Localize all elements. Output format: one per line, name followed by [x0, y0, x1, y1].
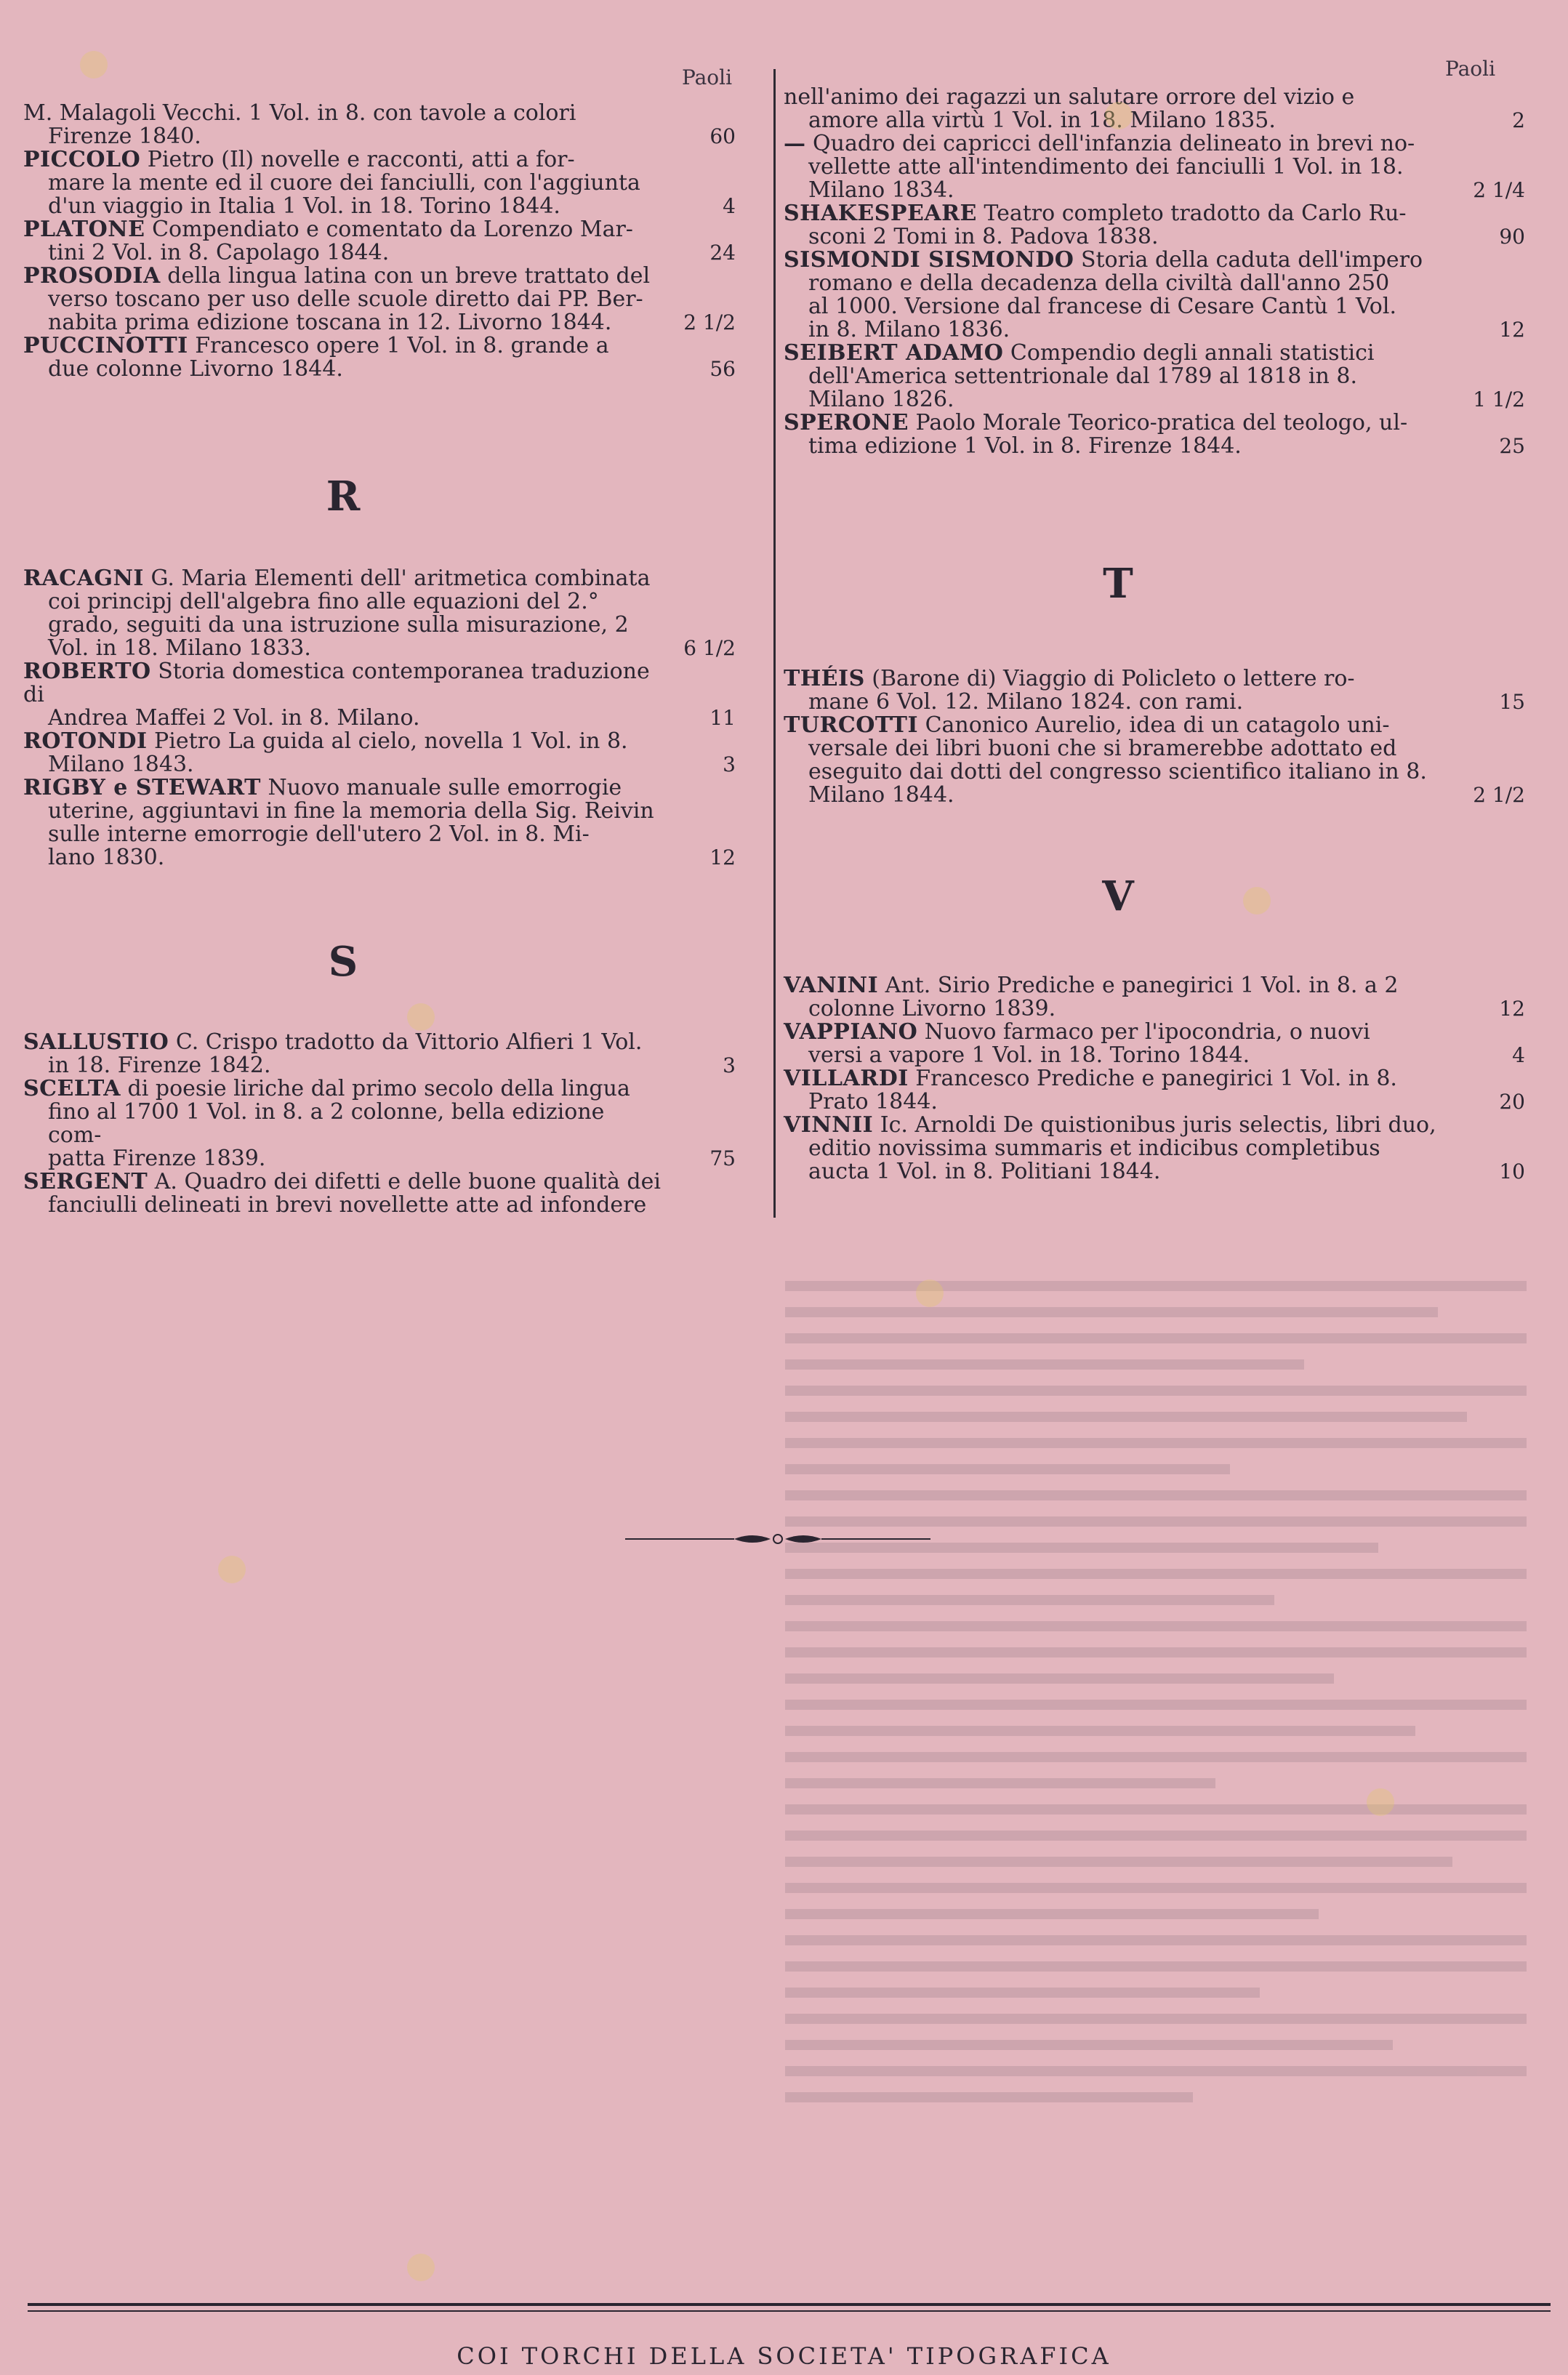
foxing-spot	[407, 1003, 435, 1031]
foxing-spot	[1243, 887, 1271, 915]
entry-continuation-line	[23, 241, 663, 265]
entry-continuation-line	[784, 365, 1452, 388]
entry-text: Pietro (Il) novelle e racconti, atti a for-	[140, 147, 575, 172]
entry-text: Storia della caduta dell'impero	[1074, 247, 1423, 273]
foxing-spot	[1367, 1788, 1394, 1816]
entry-text: aucta 1 Vol. in 8. Politiani 1844.	[808, 1159, 1161, 1184]
catalog-entry	[784, 86, 1540, 132]
entry-continuation-line	[784, 318, 1452, 342]
entry-price: 1 1/2	[1473, 387, 1525, 411]
entry-text: M. Malagoli Vecchi. 1 Vol. in 8. con tavole a colori	[23, 100, 576, 126]
entry-author: SCELTA	[23, 1076, 121, 1101]
entry-continuation-line	[784, 1044, 1452, 1067]
entry-price: 3	[723, 1053, 736, 1077]
price-column-header-right: Paoli	[1445, 57, 1496, 81]
entry-continuation-line	[23, 358, 663, 381]
catalog-entry	[23, 102, 750, 148]
entry-continuation-line	[23, 846, 663, 869]
entry-first-line	[784, 411, 1452, 435]
entry-text: al 1000. Versione dal francese di Cesare Cantù 1 Vol.	[808, 294, 1396, 319]
entry-continuation-line	[784, 784, 1452, 807]
entry-price: 2 1/2	[1473, 783, 1525, 807]
entry-continuation-line	[784, 388, 1452, 411]
entry-first-line	[23, 148, 663, 172]
catalog-entry	[23, 567, 750, 660]
entry-first-line	[23, 567, 663, 590]
entry-text: Nuovo farmaco per l'ipocondria, o nuovi	[917, 1019, 1370, 1045]
entry-continuation-line	[784, 156, 1452, 179]
entry-continuation-line	[784, 179, 1452, 202]
entry-text: lano 1830.	[48, 845, 165, 870]
entry-continuation-line	[23, 1194, 663, 1217]
catalog-entry	[23, 1077, 750, 1170]
catalog-entry	[23, 776, 750, 869]
section-letter-v: V	[1102, 872, 1134, 920]
foxing-spot	[916, 1279, 944, 1307]
entry-continuation-line	[784, 997, 1452, 1021]
entry-continuation-line	[784, 760, 1452, 784]
entry-text: Firenze 1840.	[48, 124, 201, 149]
entry-author: THÉIS	[784, 666, 865, 691]
entry-text: G. Maria Elementi dell' aritmetica combinata	[143, 566, 651, 591]
bottom-rule-thick	[28, 2303, 1551, 2306]
s-entries-right	[784, 86, 1540, 458]
entry-price: 3	[723, 752, 736, 776]
section-letter-s: S	[328, 938, 358, 986]
entry-first-line	[23, 1170, 663, 1194]
entry-text: Andrea Maffei 2 Vol. in 8. Milano.	[48, 705, 420, 731]
entry-author: —	[784, 131, 806, 156]
entry-text: editio novissima summaris et indicibus completibus	[808, 1136, 1380, 1161]
entry-continuation-line	[23, 637, 663, 660]
entry-price: 12	[1499, 318, 1525, 342]
entry-text: coi principj dell'algebra fino alle equazioni del 2.°	[48, 589, 599, 614]
section-letter-t: T	[1103, 560, 1133, 608]
entry-price: 75	[709, 1146, 736, 1170]
entry-price: 12	[709, 845, 736, 869]
entry-continuation-line	[23, 1147, 663, 1170]
entry-first-line	[23, 1031, 663, 1054]
entry-price: 25	[1499, 434, 1525, 458]
entry-text: di poesie liriche dal primo secolo della lingua	[121, 1076, 630, 1101]
entry-first-line	[784, 202, 1452, 225]
entry-author: SISMONDI SISMONDO	[784, 247, 1074, 273]
foxing-spot	[80, 51, 108, 79]
entry-price: 12	[1499, 997, 1525, 1021]
v-entries	[784, 974, 1540, 1184]
entry-text: versi a vapore 1 Vol. in 18. Torino 1844.	[808, 1042, 1250, 1068]
entry-price: 60	[709, 124, 736, 148]
entry-first-line	[23, 265, 663, 288]
entry-author: RIGBY e STEWART	[23, 775, 261, 800]
entry-price: 6 1/2	[683, 636, 736, 660]
catalog-entry	[784, 714, 1540, 807]
entry-continuation-line	[784, 1160, 1452, 1184]
entry-first-line	[784, 249, 1452, 272]
entry-continuation-line	[23, 311, 663, 334]
entry-continuation-line	[23, 823, 663, 846]
catalog-entry	[23, 730, 750, 776]
entry-first-line	[23, 730, 663, 753]
entry-text: fino al 1700 1 Vol. in 8. a 2 colonne, bella edizione com-	[48, 1099, 605, 1148]
catalog-entry	[784, 249, 1540, 342]
entry-price: 24	[709, 241, 736, 265]
entry-text: Canonico Aurelio, idea di un catagolo uni-	[918, 712, 1390, 738]
entry-price: 4	[1512, 1043, 1525, 1067]
entry-text: mane 6 Vol. 12. Milano 1824. con rami.	[808, 689, 1244, 715]
entry-continuation-line	[784, 737, 1452, 760]
right-column	[784, 86, 1540, 458]
entry-first-line	[784, 132, 1452, 156]
entry-author: VINNII	[784, 1112, 874, 1138]
entry-author: SERGENT	[23, 1169, 148, 1194]
entry-text: C. Crispo tradotto da Vittorio Alfieri 1 Vol.	[169, 1029, 643, 1055]
entry-continuation-line	[23, 707, 663, 730]
catalog-entry	[23, 265, 750, 334]
entry-text: dell'America settentrionale dal 1789 al 1818 in 8.	[808, 363, 1357, 389]
entry-continuation-line	[784, 295, 1452, 318]
entry-first-line	[784, 1114, 1452, 1137]
entry-text: Milano 1844.	[808, 782, 954, 808]
entry-text: Compendio degli annali statistici	[1003, 340, 1375, 366]
entry-continuation-line	[784, 1137, 1452, 1160]
catalog-entry	[784, 411, 1540, 458]
entry-text: Francesco Prediche e panegirici 1 Vol. in 8.	[908, 1066, 1397, 1091]
catalog-entry	[23, 1031, 750, 1077]
catalog-entry	[784, 1114, 1540, 1184]
entry-text: d'un viaggio in Italia 1 Vol. in 18. Torino 1844.	[48, 193, 560, 219]
foxing-spot	[407, 2254, 435, 2281]
entry-continuation-line	[784, 435, 1452, 458]
entry-text: in 18. Firenze 1842.	[48, 1053, 271, 1078]
entry-continuation-line	[23, 195, 663, 218]
left-r-column	[23, 567, 750, 869]
entry-text: grado, seguiti da una istruzione sulla misurazione, 2	[48, 612, 629, 638]
entry-text: verso toscano per uso delle scuole diretto dai PP. Ber-	[48, 286, 643, 312]
entry-text: amore alla virtù 1 Vol. in 18. Milano 1835.	[808, 108, 1276, 133]
entry-first-line	[23, 1077, 663, 1101]
catalog-entry	[784, 202, 1540, 249]
left-column	[23, 102, 750, 381]
catalog-entry	[784, 667, 1540, 714]
entry-price: 56	[709, 357, 736, 381]
entry-first-line	[784, 714, 1452, 737]
entry-text: sulle interne emorrogie dell'utero 2 Vol. in 8. Mi-	[48, 821, 590, 847]
entry-text: della lingua latina con un breve trattato del	[160, 263, 651, 289]
catalog-entry	[784, 1021, 1540, 1067]
entry-author: PICCOLO	[23, 147, 141, 172]
entry-author: SEIBERT ADAMO	[784, 340, 1004, 366]
entry-text: Paolo Morale Teorico-pratica del teologo, ul-	[908, 410, 1408, 435]
entry-text: patta Firenze 1839.	[48, 1146, 266, 1171]
entry-text: due colonne Livorno 1844.	[48, 356, 343, 382]
entry-first-line	[23, 334, 663, 358]
column-divider	[773, 69, 776, 1218]
entry-author: ROTONDI	[23, 728, 148, 754]
catalog-entry	[23, 148, 750, 218]
entry-author: TURCOTTI	[784, 712, 919, 738]
section-letter-r: R	[326, 473, 361, 521]
entry-text: Ic. Arnoldi De quistionibus juris selectis, libri duo,	[873, 1112, 1436, 1138]
entry-author: PROSODIA	[23, 263, 161, 289]
entry-first-line	[784, 974, 1452, 997]
entry-price: 2 1/2	[683, 310, 736, 334]
entry-text: nabita prima edizione toscana in 12. Livorno 1844.	[48, 310, 612, 335]
catalog-entry	[23, 218, 750, 265]
entry-price: 10	[1499, 1160, 1525, 1184]
entry-author: VAPPIANO	[784, 1019, 918, 1045]
entry-author: VILLARDI	[784, 1066, 909, 1091]
entry-first-line	[23, 218, 663, 241]
entry-text: fanciulli delineati in brevi novellette atte ad infondere	[48, 1192, 647, 1218]
entry-text: eseguito dai dotti del congresso scientifico italiano in 8.	[808, 759, 1427, 784]
entry-price: 11	[709, 706, 736, 730]
right-v-column	[784, 974, 1540, 1184]
entry-author: PLATONE	[23, 217, 145, 242]
entry-continuation-line	[784, 272, 1452, 295]
entry-text: versale dei libri buoni che si bramerebbe adottato ed	[808, 736, 1397, 761]
entry-first-line	[784, 667, 1452, 691]
show-through-text	[785, 1265, 1527, 2232]
entry-text: Vol. in 18. Milano 1833.	[48, 635, 311, 661]
entry-author: VANINI	[784, 973, 879, 998]
catalog-entry	[784, 342, 1540, 411]
entry-author: SALLUSTIO	[23, 1029, 169, 1055]
entry-text: Nuovo manuale sulle emorrogie	[260, 775, 622, 800]
left-s-column	[23, 1031, 750, 1217]
entry-text: (Barone di) Viaggio di Policleto o lettere ro-	[864, 666, 1355, 691]
catalog-entry	[23, 660, 750, 730]
entry-first-line	[784, 342, 1452, 365]
entry-first-line	[23, 660, 663, 707]
entry-text: Milano 1834.	[808, 177, 954, 203]
entry-text: Teatro completo tradotto da Carlo Ru-	[976, 201, 1407, 226]
foxing-spot	[218, 1556, 246, 1583]
catalog-entry	[784, 1067, 1540, 1114]
entry-first-line	[23, 102, 663, 125]
entry-continuation-line	[23, 590, 663, 614]
entry-text: romano e della decadenza della civiltà dall'anno 250	[808, 270, 1390, 296]
s-entries-left	[23, 1031, 750, 1217]
entry-continuation-line	[784, 1090, 1452, 1114]
entry-text: colonne Livorno 1839.	[808, 996, 1056, 1021]
entry-text: sconi 2 Tomi in 8. Padova 1838.	[808, 224, 1159, 249]
entry-continuation-line	[784, 225, 1452, 249]
entry-text: Pietro La guida al cielo, novella 1 Vol. in 8.	[147, 728, 628, 754]
entry-continuation-line	[23, 172, 663, 195]
entry-author: SHAKESPEARE	[784, 201, 977, 226]
printer-imprint: COI TORCHI DELLA SOCIETA' TIPOGRAFICA	[457, 2342, 1111, 2370]
entry-price: 2	[1512, 108, 1525, 132]
entry-author: ROBERTO	[23, 659, 151, 684]
entry-text: nell'animo dei ragazzi un salutare orrore del vizio e	[784, 84, 1355, 110]
entry-author: SPERONE	[784, 410, 909, 435]
entry-continuation-line	[23, 288, 663, 311]
entry-text: in 8. Milano 1836.	[808, 317, 1010, 342]
entry-text: Milano 1843.	[48, 752, 194, 777]
entry-text: Compendiato e comentato da Lorenzo Mar-	[145, 217, 633, 242]
entry-first-line	[784, 1021, 1452, 1044]
entry-continuation-line	[23, 125, 663, 148]
entry-first-line	[23, 776, 663, 800]
entry-continuation-line	[23, 753, 663, 776]
entry-continuation-line	[784, 691, 1452, 714]
entry-continuation-line	[23, 614, 663, 637]
entry-text: A. Quadro dei difetti e delle buone qualità dei	[148, 1169, 661, 1194]
entry-author: RACAGNI	[23, 566, 144, 591]
entry-text: Quadro dei capricci dell'infanzia delineato in brevi no-	[805, 131, 1415, 156]
price-column-header-left: Paoli	[682, 65, 733, 89]
entry-price: 4	[723, 194, 736, 218]
r-entries	[23, 567, 750, 869]
catalog-entry	[784, 132, 1540, 202]
entry-author: PUCCINOTTI	[23, 333, 188, 358]
entry-first-line	[784, 1067, 1452, 1090]
entry-price: 15	[1499, 690, 1525, 714]
entry-continuation-line	[23, 800, 663, 823]
entry-price: 20	[1499, 1090, 1525, 1114]
entry-text: uterine, aggiuntavi in fine la memoria della Sig. Reivin	[48, 798, 654, 824]
catalog-entry	[23, 1170, 750, 1217]
entry-continuation-line	[23, 1101, 663, 1147]
foxing-spot	[1105, 102, 1133, 129]
catalog-entry	[784, 974, 1540, 1021]
entry-text: tima edizione 1 Vol. in 8. Firenze 1844.	[808, 433, 1242, 459]
entry-price: 2 1/4	[1473, 178, 1525, 202]
entry-text: tini 2 Vol. in 8. Capolago 1844.	[48, 240, 390, 265]
entry-text: vellette atte all'intendimento dei fanciulli 1 Vol. in 18.	[808, 154, 1404, 180]
left-top-entries	[23, 102, 750, 381]
entry-text: Francesco opere 1 Vol. in 8. grande a	[188, 333, 609, 358]
entry-continuation-line	[23, 1054, 663, 1077]
entry-text: Milano 1826.	[808, 387, 954, 412]
entry-price: 90	[1499, 225, 1525, 249]
t-entries	[784, 667, 1540, 807]
bottom-rule-thin	[28, 2310, 1551, 2312]
entry-text: Prato 1844.	[808, 1089, 938, 1114]
catalog-entry	[23, 334, 750, 381]
entry-text: Ant. Sirio Prediche e panegirici 1 Vol. in 8. a 2	[878, 973, 1399, 998]
right-t-column	[784, 667, 1540, 807]
entry-text: mare la mente ed il cuore dei fanciulli, con l'aggiunta	[48, 170, 640, 196]
entry-text: Storia domestica contemporanea traduzione di	[23, 659, 650, 707]
